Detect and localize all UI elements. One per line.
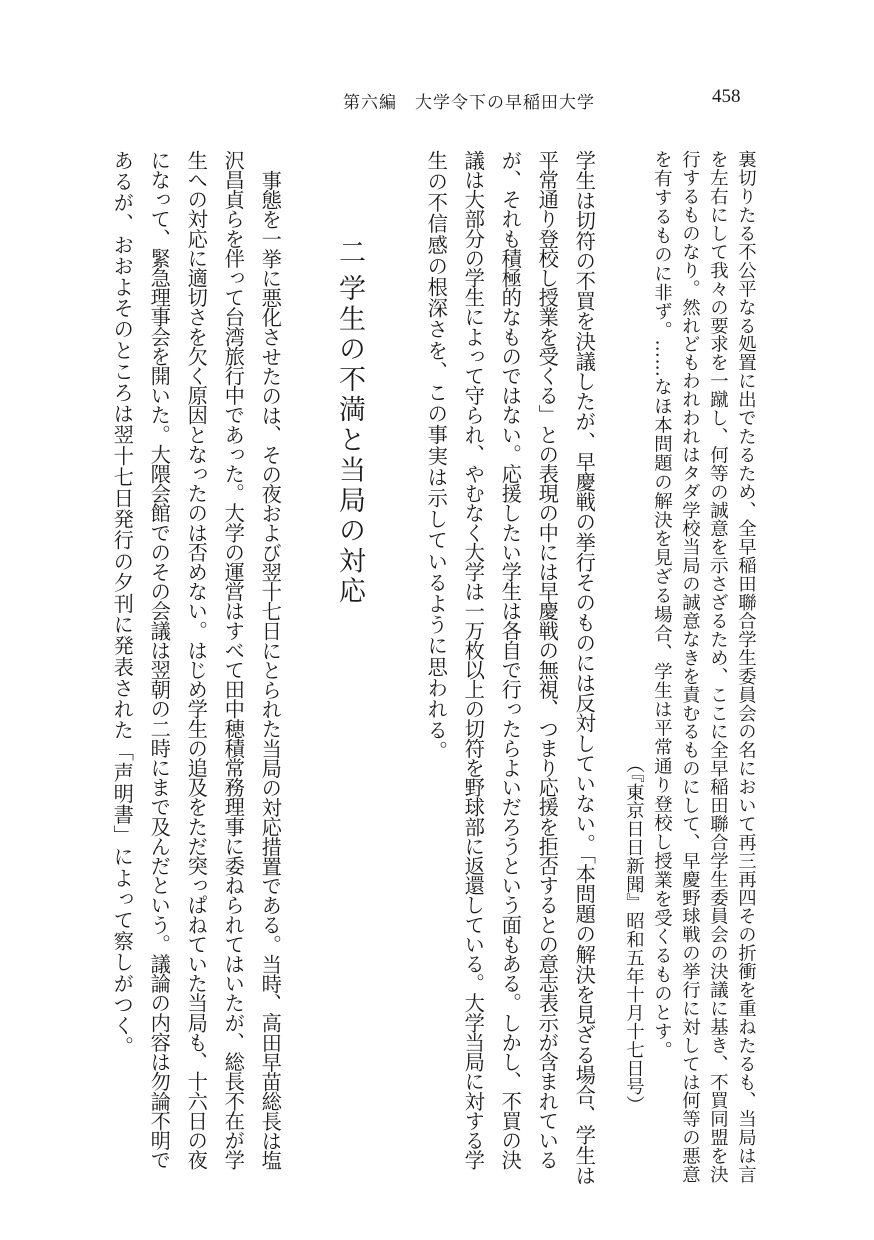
paragraph-line: になって、緊急理事会を開いた。大隈会館でのその会議は翌朝の二時にまで及んだという。議論の内容は勿論不明で [147,150,172,1170]
paragraph-line: 生への対応に適切さを欠く原因となったのは否めない。はじめ学生の追及をただ突っぱねていた当局も、十六日の夜 [184,150,209,1170]
quote-line: を有するものに非ず。……なほ本問題の解決を見ざる場合、学生は平常通り登校し授業を受くるものとす。 [651,150,673,1060]
paragraph-line: 平常通り登校し授業を受くる」との表現の中には早慶戦の無視、つまり応援を拒否するとの意志表示が含まれている [535,150,560,1170]
paragraph-line: 生の不信感の根深さを、この事実は示しているように思われる。 [424,150,449,762]
paragraph-line: が、それも積極的なものではない。応援したい学生は各自で行ったらよいだろうという面もある。しかし、不買の決 [498,150,523,1170]
quote-line: 裏切りたる不公平なる処置に出でたるため、全早稲田聯合学生委員会の名において再三再四その折衝を重ねたるも、当局は言 [735,150,757,1184]
section-heading [336,238,363,607]
page-number: 458 [712,86,741,107]
section-number: 二 [334,238,365,275]
quote-line: を左右にして我々の要求を一蹴し、何等の誠意を示さざるため、ここに全早稲田聯合学生委員会の決議に基き、不買同盟を決 [707,150,729,1184]
section-title: 学生の不満と当局の対応 [334,274,365,608]
paragraph-line: あるが、おおよそのところは翌十七日発行の夕刊に発表された「声明書」によって察しがつく。 [110,150,135,1058]
paragraph-line: 事態を一挙に悪化させたのは、その夜および翌十七日にとられた当局の対応措置である。当時、高田早苗総長は塩 [258,170,283,1170]
paragraph-line: 議は大部分の学生によって守られ、やむなく大学は一万枚以上の切符を野球部に返還している。大学当局に対する学 [461,150,486,1170]
paragraph-line: 沢昌貞らを伴って台湾旅行中であった。大学の運営はすべて田中穂積常務理事に委ねられてはいたが、総長不在が学 [221,150,246,1170]
paragraph-line: 学生は切符の不買を決議したが、早慶戦の挙行そのものには反対していない。「本問題の解決を見ざる場合、学生は [572,150,597,1186]
running-head: 第六編 大学令下の早稲田大学 [343,93,595,113]
page-header [0,88,874,118]
quote-line: 行するものなり。然れどもわれわれはタダ学校当局の誠意なきを責むるものにして、早慶野球戦の挙行に対しては何等の悪意 [679,150,701,1184]
citation: （『東京日日新聞』昭和五年十月十七日号） [623,755,645,1114]
